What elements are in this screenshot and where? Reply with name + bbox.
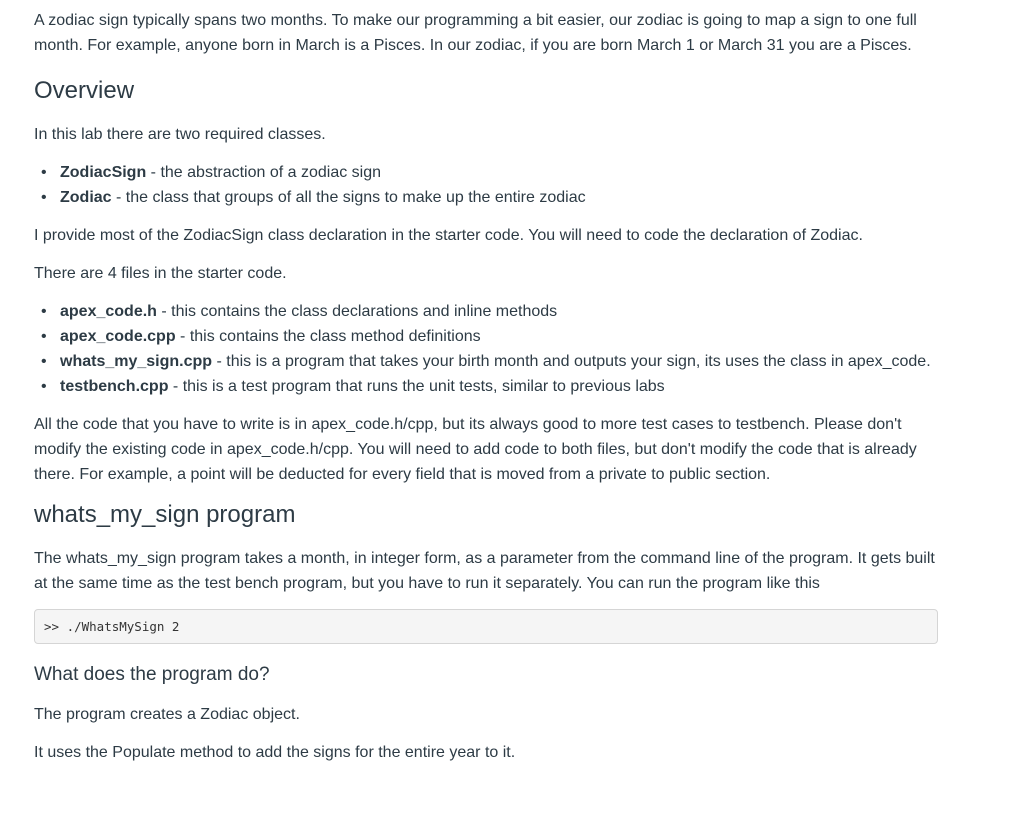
class-desc: - the abstraction of a zodiac sign [146,164,382,181]
class-name: ZodiacSign [60,164,147,181]
file-name: apex_code.h [60,303,157,320]
file-name: testbench.cpp [60,378,169,395]
list-item [41,374,938,399]
class-name: Zodiac [60,189,112,206]
command-code-block: >> ./WhatsMySign 2 [34,609,938,644]
populate-paragraph: It uses the Populate method to add the signs for the entire year to it. [34,744,516,761]
program-description: The whats_my_sign program takes a month, in integer form, as a parameter from the command line of the program. It gets built at the same time as the test bench program, but you have to run it separately. You can run the program like this [34,550,935,592]
list-item [41,160,938,185]
provide-paragraph: I provide most of the ZodiacSign class declaration in the starter code. You will need to code the declaration of Zodiac. [34,227,863,244]
bullet-icon: • [41,303,47,320]
file-desc: - this contains the class declarations and inline methods [156,303,558,320]
all-code-paragraph: All the code that you have to write is in apex_code.h/cpp, but its always good to more test cases to testbench. Please don't modify the existing code in apex_code.h/cpp. You will need to add code to both files, but don't modify the code that is already there. For example, a point will be deducted for every field that is moved from a private to public section. [34,416,917,483]
program-heading: whats_my_sign program [34,501,296,528]
classes-lead: In this lab there are two required classes. [34,126,326,143]
list-item [41,299,938,324]
files-list [34,299,938,399]
file-desc: - this contains the class method definitions [175,328,481,345]
bullet-icon: • [41,353,47,370]
overview-heading: Overview [34,77,135,104]
file-name: apex_code.cpp [60,328,176,345]
list-item [41,185,938,210]
bullet-icon: • [41,328,47,345]
intro-paragraph: A zodiac sign typically spans two months. To make our programming a bit easier, our zodiac is going to map a sign to one full month. For example, anyone born in March is a Pisces. In our zodiac, if you are born March 1 or March 31 you are a Pisces. [34,12,917,54]
file-desc: - this is a program that takes your birth month and outputs your sign, its uses the class in apex_code. [212,353,931,370]
bullet-icon: • [41,189,47,206]
list-item [41,324,938,349]
files-lead: There are 4 files in the starter code. [34,265,287,282]
program-subheading: What does the program do? [34,664,270,685]
creates-paragraph: The program creates a Zodiac object. [34,706,300,723]
bullet-icon: • [41,378,47,395]
class-desc: - the class that groups of all the signs to make up the entire zodiac [111,189,586,206]
list-item [41,349,938,374]
file-desc: - this is a test program that runs the unit tests, similar to previous labs [168,378,665,395]
bullet-icon: • [41,164,47,181]
file-name: whats_my_sign.cpp [60,353,213,370]
classes-list [34,160,938,210]
